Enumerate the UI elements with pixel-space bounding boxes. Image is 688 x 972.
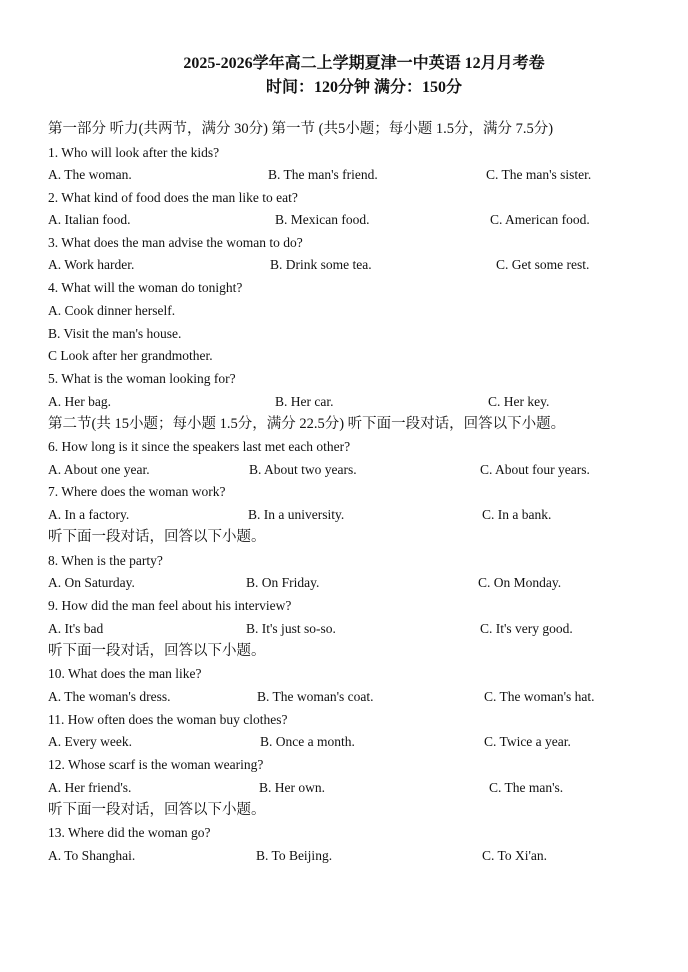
q9-option-a: A. It's bad — [48, 621, 104, 636]
question-7: 7. Where does the woman work? — [48, 484, 226, 499]
q5-option-b: B. Her car. — [275, 394, 334, 409]
q4-option-b: B. Visit the man's house. — [48, 326, 182, 341]
q10-option-a: A. The woman's dress. — [48, 689, 171, 704]
q12-option-b: B. Her own. — [259, 780, 325, 795]
exam-time-score: 时间：120分钟 满分：150分 — [265, 79, 462, 96]
q13-option-a: A. To Shanghai. — [48, 848, 136, 863]
q12-option-a: A. Her friend's. — [48, 780, 132, 795]
q8-option-a: A. On Saturday. — [48, 575, 135, 590]
part1-heading: 第一部分 听力(共两节，满分 30分) 第一节 (共5小题；每小题 1.5分，满分 7.5分) — [48, 121, 554, 137]
question-3: 3. What does the man advise the woman to do? — [48, 235, 303, 250]
q9-option-b: B. It's just so-so. — [246, 621, 336, 636]
q2-option-c: C. American food. — [490, 212, 590, 227]
q6-option-b: B. About two years. — [249, 462, 357, 477]
q1-option-c: C. The man's sister. — [486, 167, 592, 182]
q1-option-a: A. The woman. — [48, 167, 132, 182]
q6-option-a: A. About one year. — [48, 462, 150, 477]
dialog-prompt-1: 听下面一段对话，回答以下小题。 — [48, 529, 266, 545]
question-10: 10. What does the man like? — [48, 666, 202, 681]
q4-option-a: A. Cook dinner herself. — [48, 303, 176, 318]
q12-option-c: C. The man's. — [489, 780, 564, 795]
question-6: 6. How long is it since the speakers last met each other? — [48, 439, 351, 454]
q7-option-c: C. In a bank. — [482, 507, 552, 522]
q11-option-a: A. Every week. — [48, 734, 132, 749]
q10-option-b: B. The woman's coat. — [257, 689, 374, 704]
q3-option-c: C. Get some rest. — [496, 257, 590, 272]
question-13: 13. Where did the woman go? — [48, 825, 211, 840]
question-11: 11. How often does the woman buy clothes? — [48, 712, 288, 727]
question-9: 9. How did the man feel about his interview? — [48, 598, 292, 613]
q7-option-b: B. In a university. — [248, 507, 345, 522]
section2-heading: 第二节(共 15小题；每小题 1.5分，满分 22.5分) 听下面一段对话，回答以下小题。 — [48, 416, 566, 432]
q11-option-c: C. Twice a year. — [484, 734, 571, 749]
q13-option-b: B. To Beijing. — [256, 848, 333, 863]
q9-option-c: C. It's very good. — [480, 621, 573, 636]
q7-option-a: A. In a factory. — [48, 507, 130, 522]
dialog-prompt-3: 听下面一段对话，回答以下小题。 — [48, 802, 266, 818]
q8-option-b: B. On Friday. — [246, 575, 320, 590]
question-1: 1. Who will look after the kids? — [48, 145, 220, 160]
dialog-prompt-2: 听下面一段对话，回答以下小题。 — [48, 643, 266, 659]
q11-option-b: B. Once a month. — [260, 734, 355, 749]
q4-option-c: C Look after her grandmother. — [48, 348, 213, 363]
q5-option-a: A. Her bag. — [48, 394, 111, 409]
q2-option-b: B. Mexican food. — [275, 212, 370, 227]
question-5: 5. What is the woman looking for? — [48, 371, 236, 386]
question-2: 2. What kind of food does the man like to eat? — [48, 190, 298, 205]
q3-option-a: A. Work harder. — [48, 257, 135, 272]
q3-option-b: B. Drink some tea. — [270, 257, 372, 272]
q2-option-a: A. Italian food. — [48, 212, 131, 227]
question-8: 8. When is the party? — [48, 553, 163, 568]
q8-option-c: C. On Monday. — [478, 575, 562, 590]
question-4: 4. What will the woman do tonight? — [48, 280, 243, 295]
q1-option-b: B. The man's friend. — [268, 167, 378, 182]
question-12: 12. Whose scarf is the woman wearing? — [48, 757, 264, 772]
q6-option-c: C. About four years. — [480, 462, 590, 477]
q13-option-c: C. To Xi'an. — [482, 848, 547, 863]
exam-title: 2025-2026学年高二上学期夏津一中英语 12月月考卷 — [183, 55, 545, 72]
q10-option-c: C. The woman's hat. — [484, 689, 595, 704]
q5-option-c: C. Her key. — [488, 394, 550, 409]
